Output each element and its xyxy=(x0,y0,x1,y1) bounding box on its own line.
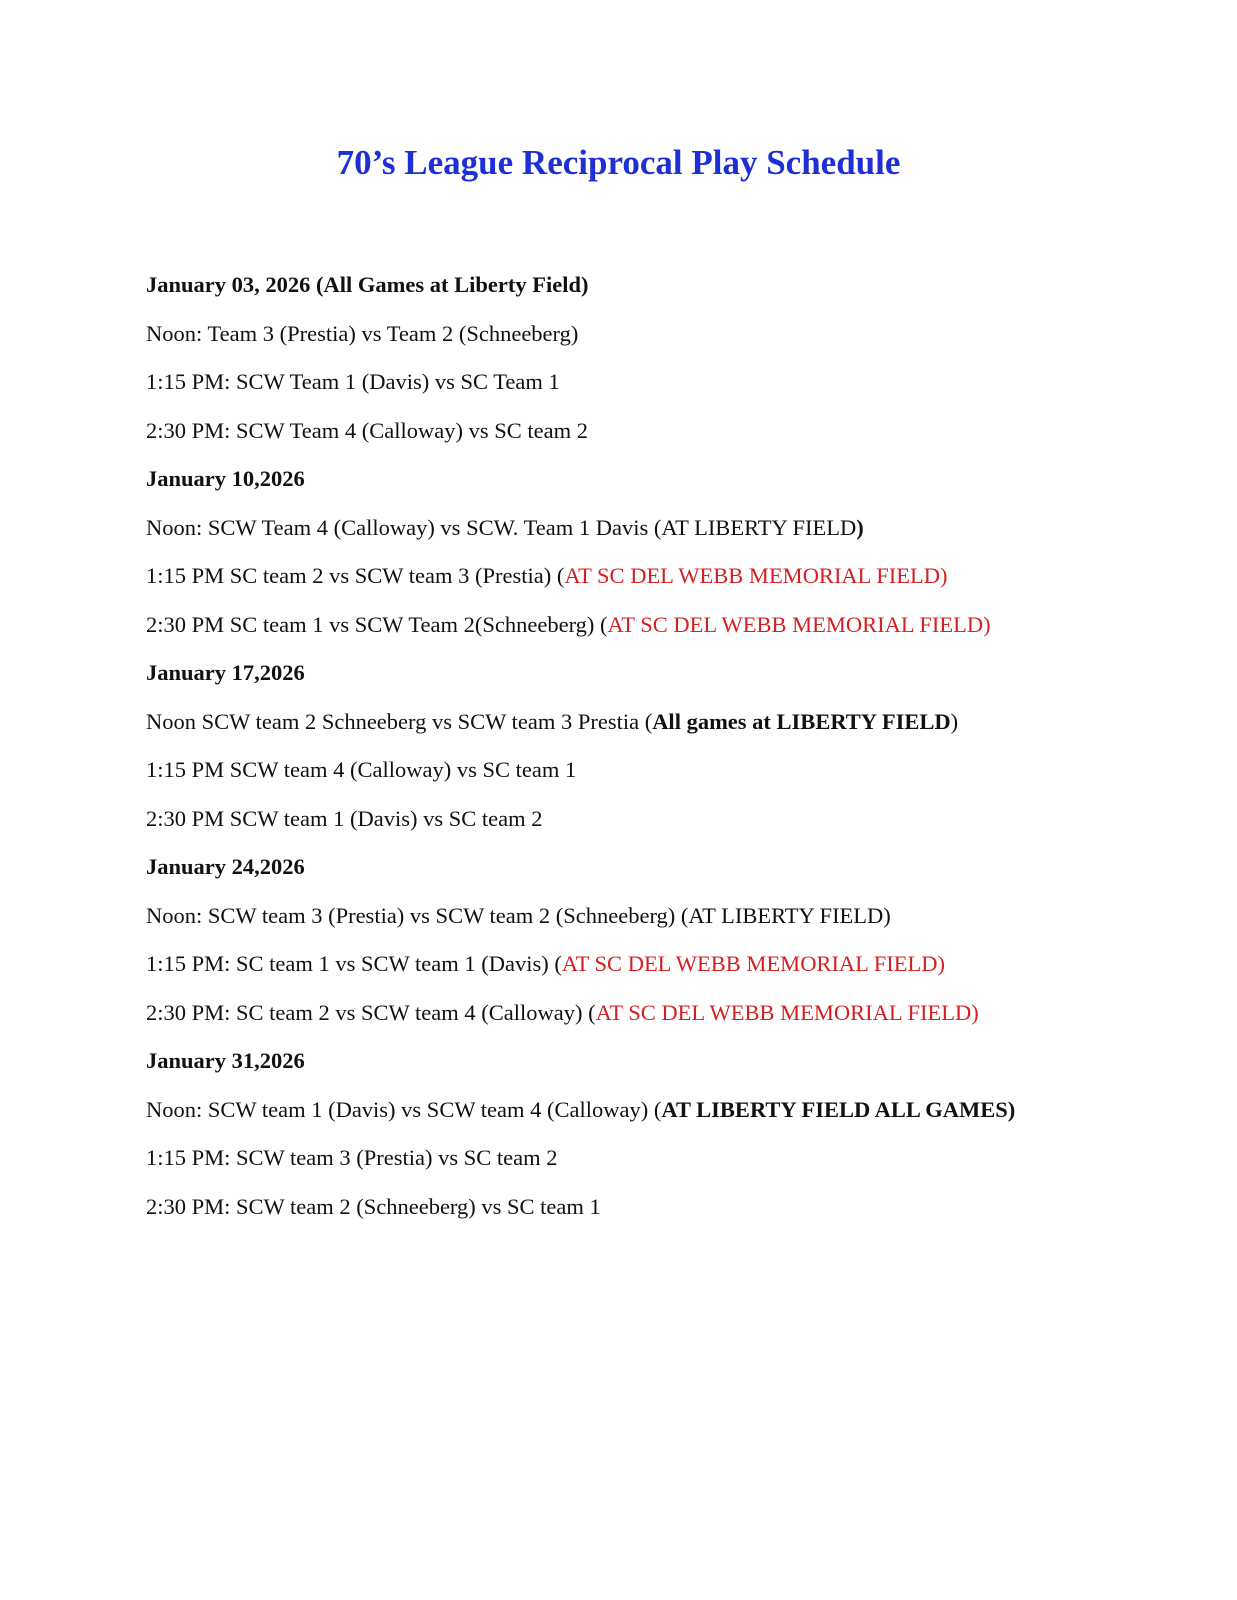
game-line xyxy=(146,607,1206,656)
game-text: 2:30 PM SCW team 1 (Davis) vs SC team 2 xyxy=(146,805,543,831)
game-text: 2:30 PM: SC team 2 vs SCW team 4 (Calloway) ( xyxy=(146,999,596,1025)
game-line xyxy=(146,946,1206,995)
game-line xyxy=(146,558,1206,607)
game-line xyxy=(146,1140,1206,1189)
game-line xyxy=(146,1189,1206,1238)
game-text: Noon: SCW Team 4 (Calloway) vs SCW. Team 1 Davis (AT LIBERTY FIELD xyxy=(146,514,857,540)
game-line xyxy=(146,995,1206,1044)
game-text-bold: AT LIBERTY FIELD ALL GAMES) xyxy=(661,1096,1016,1122)
game-text-bold: ) xyxy=(856,514,864,540)
game-line xyxy=(146,898,1206,947)
game-text-bold: All games at LIBERTY FIELD xyxy=(652,708,951,734)
game-text: 2:30 PM SC team 1 vs SCW Team 2(Schneeberg) ( xyxy=(146,611,608,637)
venue-highlight: AT SC DEL WEBB MEMORIAL FIELD) xyxy=(561,951,945,976)
schedule-day xyxy=(146,849,1206,1043)
game-line xyxy=(146,801,1206,850)
game-line xyxy=(146,364,1206,413)
game-line xyxy=(146,704,1206,753)
game-text: 1:15 PM: SCW Team 1 (Davis) vs SC Team 1 xyxy=(146,369,560,394)
date-heading: January 10,2026 xyxy=(146,466,305,491)
date-heading: January 24,2026 xyxy=(146,854,305,879)
schedule-list xyxy=(146,267,1206,1237)
venue-highlight: AT SC DEL WEBB MEMORIAL FIELD) xyxy=(607,611,991,637)
game-text: 1:15 PM SCW team 4 (Calloway) vs SC team 1 xyxy=(146,757,577,782)
schedule-day xyxy=(146,461,1206,655)
game-line xyxy=(146,316,1206,365)
schedule-day xyxy=(146,655,1206,849)
game-text: Noon: Team 3 (Prestia) vs Team 2 (Schneeberg) xyxy=(146,320,579,346)
game-text: Noon SCW team 2 Schneeberg vs SCW team 3 Prestia ( xyxy=(146,708,653,734)
game-line xyxy=(146,1092,1206,1141)
date-heading: January 31,2026 xyxy=(146,1048,305,1073)
game-text: ) xyxy=(950,708,959,734)
game-line xyxy=(146,510,1206,559)
venue-highlight: AT SC DEL WEBB MEMORIAL FIELD) xyxy=(595,999,979,1025)
game-text: 2:30 PM: SCW Team 4 (Calloway) vs SC team 2 xyxy=(146,417,588,443)
date-heading: January 03, 2026 (All Games at Liberty Field) xyxy=(146,272,589,297)
game-text: 1:15 PM: SCW team 3 (Prestia) vs SC team 2 xyxy=(146,1145,558,1170)
game-text: 2:30 PM: SCW team 2 (Schneeberg) vs SC team 1 xyxy=(146,1193,601,1219)
game-line xyxy=(146,413,1206,462)
game-line xyxy=(146,752,1206,801)
schedule-day xyxy=(146,267,1206,461)
game-text: 1:15 PM: SC team 1 vs SCW team 1 (Davis) ( xyxy=(146,951,562,976)
game-text: Noon: SCW team 3 (Prestia) vs SCW team 2 (Schneeberg) (AT LIBERTY FIELD) xyxy=(146,902,891,928)
game-text: Noon: SCW team 1 (Davis) vs SCW team 4 (Calloway) ( xyxy=(146,1096,662,1122)
page-title: 70’s League Reciprocal Play Schedule xyxy=(336,143,901,182)
schedule-day xyxy=(146,1043,1206,1237)
game-text: 1:15 PM SC team 2 vs SCW team 3 (Prestia) ( xyxy=(146,563,565,588)
date-heading: January 17,2026 xyxy=(146,660,305,685)
venue-highlight: AT SC DEL WEBB MEMORIAL FIELD) xyxy=(564,563,948,588)
